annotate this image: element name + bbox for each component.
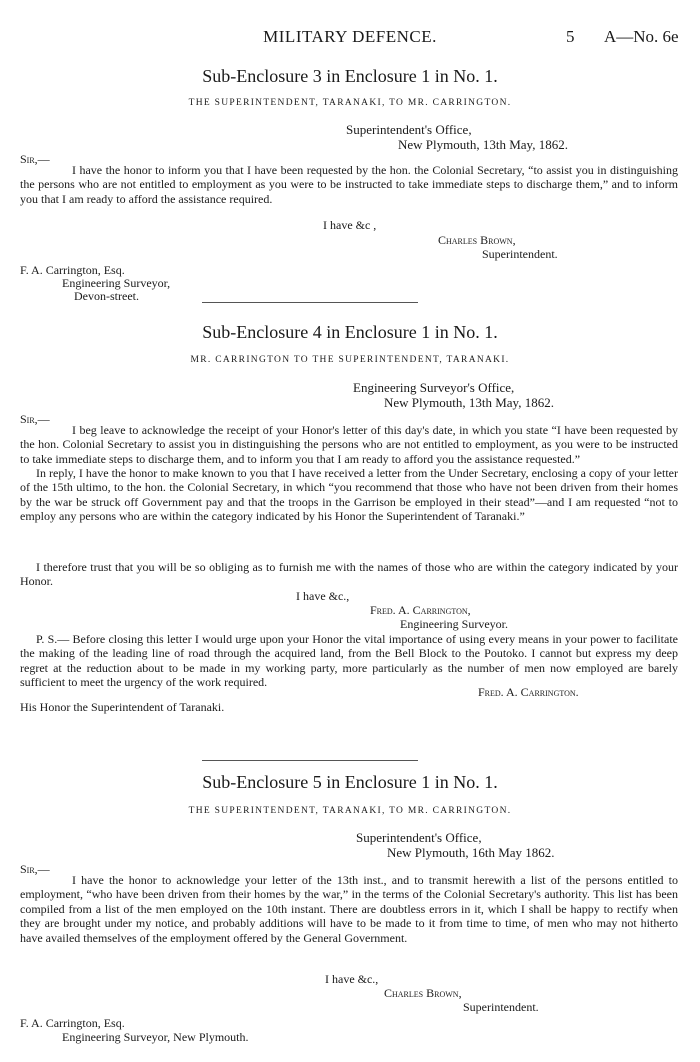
- addressee-line: Engineering Surveyor,: [62, 276, 171, 290]
- letter-signatory: Charles Brown,: [384, 986, 462, 1000]
- paper-reference: A—No. 6e: [604, 27, 679, 46]
- letter-postscript: P. S.— Before closing this letter I would urge upon your Honor the vital importance of using every means in your power to facilitate the making of the leading line of road through the acquired land, from the Bell Block to the Poutoko. I cannot but express my deep regret at the reduction about to be made in my working party, more particularly as the number of men now employed are barely sufficient to meet the urgency of the work required.: [20, 632, 678, 690]
- section-divider: [202, 760, 418, 761]
- letter-paragraph: I beg leave to acknowledge the receipt of your Honor's letter of this day's date, in which you state “I have been requested by the hon. Colonial Secretary to assist you in distinguishing the persons who are not entitled to employment, as you were to be instructed to take immediate steps to discharge them, and to inform you that I am ready to afford you the assistance requested.”: [20, 423, 678, 466]
- letter-paragraph: I have the honor to acknowledge your letter of the 13th inst., and to transmit herewith a list of the persons entitled to employment, “who have been driven from their homes by the war,” in the terms of the Colonial Secretary's authority. This list has been compiled from a list of the men employed on the 10th instant. There are doubtless errors in it, which I shall be happy to rectify when they are brought under my notice, and probably additions will have to be made to it from time to time, of men who may not hitherto have availed themselves of the employment offered by the General Government.: [20, 873, 678, 945]
- addressee-line: His Honor the Superintendent of Taranaki.: [20, 700, 225, 714]
- letter-paragraph: In reply, I have the honor to make known to you that I have received a letter from the Under Secretary, enclosing a copy of your letter of the 15th ultimo, to the hon. the Colonial Secretary, in which “you recommend that those who have not been driven from their homes by the war be struck off Government pay and that the troops in the Garrison be employed in their stead”—and I am requested “not to employ any persons who are within the category indicated by his Honor the Superintendent of Taranaki.”: [20, 466, 678, 524]
- letter-subheading: THE SUPERINTENDENT, TARANAKI, TO MR. CARRINGTON.: [188, 806, 512, 816]
- letter-place-date: New Plymouth, 13th May, 1862.: [398, 137, 568, 152]
- letter-closing: I have &c ,: [323, 218, 377, 232]
- letter-heading: Sub-Enclosure 3 in Enclosure 1 in No. 1.: [202, 66, 498, 86]
- letter-subheading: MR. CARRINGTON TO THE SUPERINTENDENT, TARANAKI.: [190, 355, 510, 365]
- addressee-line: Devon-street.: [74, 289, 139, 303]
- letter-office: Superintendent's Office,: [356, 830, 482, 845]
- letter-paragraph: I have the honor to inform you that I have been requested by the hon. the Colonial Secretary, “to assist you in distinguishing the persons who are not entitled to employment as you were to be instructed to take immediate steps to discharge them,” and to inform you that I am ready to afford the assistance required.: [20, 163, 678, 206]
- letter-closing: I have &c.,: [325, 972, 379, 986]
- letter-signatory: Charles Brown,: [438, 233, 516, 247]
- letter-paragraph: I therefore trust that you will be so obliging as to furnish me with the names of those who are within the category indicated by your Honor.: [20, 560, 678, 589]
- letter-signatory: Fred. A. Carrington,: [370, 603, 471, 617]
- letter-salutation: Sir,—: [20, 862, 50, 876]
- letter-closing: I have &c.,: [296, 589, 350, 603]
- postscript-signatory: Fred. A. Carrington.: [478, 685, 579, 699]
- letter-office: Engineering Surveyor's Office,: [353, 380, 515, 395]
- addressee-line: Engineering Surveyor, New Plymouth.: [62, 1030, 249, 1044]
- letter-salutation: Sir,—: [20, 152, 50, 166]
- page-header-title: MILITARY DEFENCE.: [263, 27, 437, 46]
- letter-salutation: Sir,—: [20, 412, 50, 426]
- letter-office: Superintendent's Office,: [346, 122, 472, 137]
- page-number: 5: [566, 27, 575, 46]
- letter-place-date: New Plymouth, 16th May 1862.: [387, 845, 555, 860]
- letter-subheading: THE SUPERINTENDENT, TARANAKI, TO MR. CARRINGTON.: [188, 98, 512, 108]
- letter-signatory-title: Superintendent.: [482, 247, 558, 261]
- addressee-line: F. A. Carrington, Esq.: [20, 263, 125, 277]
- letter-signatory-title: Engineering Surveyor.: [400, 617, 508, 631]
- addressee-line: F. A. Carrington, Esq.: [20, 1016, 125, 1030]
- letter-heading: Sub-Enclosure 5 in Enclosure 1 in No. 1.: [202, 772, 498, 792]
- section-divider: [202, 302, 418, 303]
- letter-signatory-title: Superintendent.: [463, 1000, 539, 1014]
- letter-heading: Sub-Enclosure 4 in Enclosure 1 in No. 1.: [202, 322, 498, 342]
- letter-place-date: New Plymouth, 13th May, 1862.: [384, 395, 554, 410]
